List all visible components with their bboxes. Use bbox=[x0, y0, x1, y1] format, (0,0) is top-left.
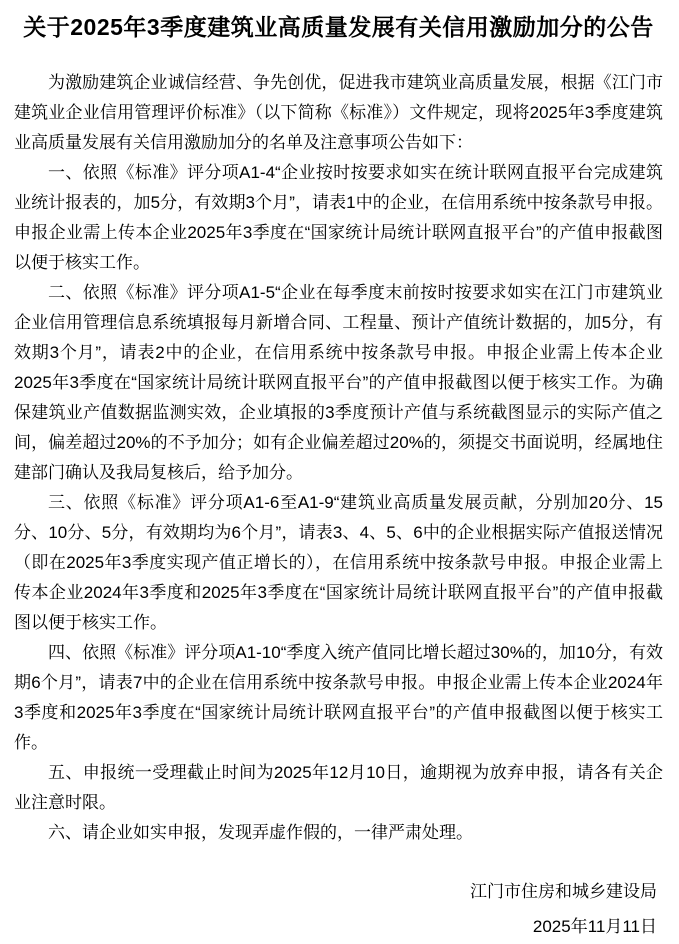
signature-block bbox=[14, 874, 663, 944]
item-5-paragraph: 五、申报统一受理截止时间为2025年12月10日，逾期视为放弃申报，请各有关企业注意时限。 bbox=[14, 763, 663, 812]
item-6-paragraph: 六、请企业如实申报，发现弄虚作假的，一律严肃处理。 bbox=[48, 823, 473, 842]
issue-date: 2025年11月11日 bbox=[532, 917, 657, 936]
item-4-paragraph: 四、依照《标准》评分项A1-10“季度入统产值同比增长超过30%的，加10分，有效期6个月”，请表7中的企业在信用系统中按条款号申报。申报企业需上传本企业2024年3季度和2025年3季度在“国家统计局统计联网直报平台”的产值申报截图以便于核实工作。 bbox=[14, 643, 663, 752]
item-1-paragraph: 一、依照《标准》评分项A1-4“企业按时按要求如实在统计联网直报平台完成建筑业统计报表的，加5分，有效期3个月”，请表1中的企业，在信用系统中按条款号申报。申报企业需上传本企业2025年3季度在“国家统计局统计联网直报平台”的产值申报截图以便于核实工作。 bbox=[14, 163, 663, 272]
item-2-paragraph: 二、依照《标准》评分项A1-5“企业在每季度末前按时按要求如实在江门市建筑业企业信用管理信息系统填报每月新增合同、工程量、预计产值统计数据的，加5分，有效期3个月”，请表2中的企业，在信用系统中按条款号申报。申报企业需上传本企业2025年3季度在“国家统计局统计联网直报平台”的产值申报截图以便于核实工作。为确保建筑业产值数据监测实效，企业填报的3季度预计产值与系统截图显示的实际产值之间，偏差超过20%的不予加分；如有企业偏差超过20%的，须提交书面说明，经属地住建部门确认及我局复核后，给予加分。 bbox=[14, 283, 663, 482]
intro-paragraph: 为激励建筑企业诚信经营、争先创优，促进我市建筑业高质量发展，根据《江门市建筑业企业信用管理评价标准》（以下简称《标准》）文件规定，现将2025年3季度建筑业高质量发展有关信用激励加分的名单及注意事项公告如下： bbox=[14, 73, 663, 152]
page-title: 关于2025年3季度建筑业高质量发展有关信用激励加分的公告 bbox=[23, 14, 654, 40]
announcement-body bbox=[14, 68, 663, 848]
item-3-paragraph: 三、依照《标准》评分项A1-6至A1-9“建筑业高质量发展贡献，分别加20分、15分、10分、5分，有效期均为6个月”，请表3、4、5、6中的企业根据实际产值报送情况（即在2025年3季度实现产值正增长的），在信用系统中按条款号申报。申报企业需上传本企业2024年3季度和2025年3季度在“国家统计局统计联网直报平台”的产值申报截图以便于核实工作。 bbox=[14, 493, 663, 632]
issuer-signature: 江门市住房和城乡建设局 bbox=[470, 882, 657, 901]
